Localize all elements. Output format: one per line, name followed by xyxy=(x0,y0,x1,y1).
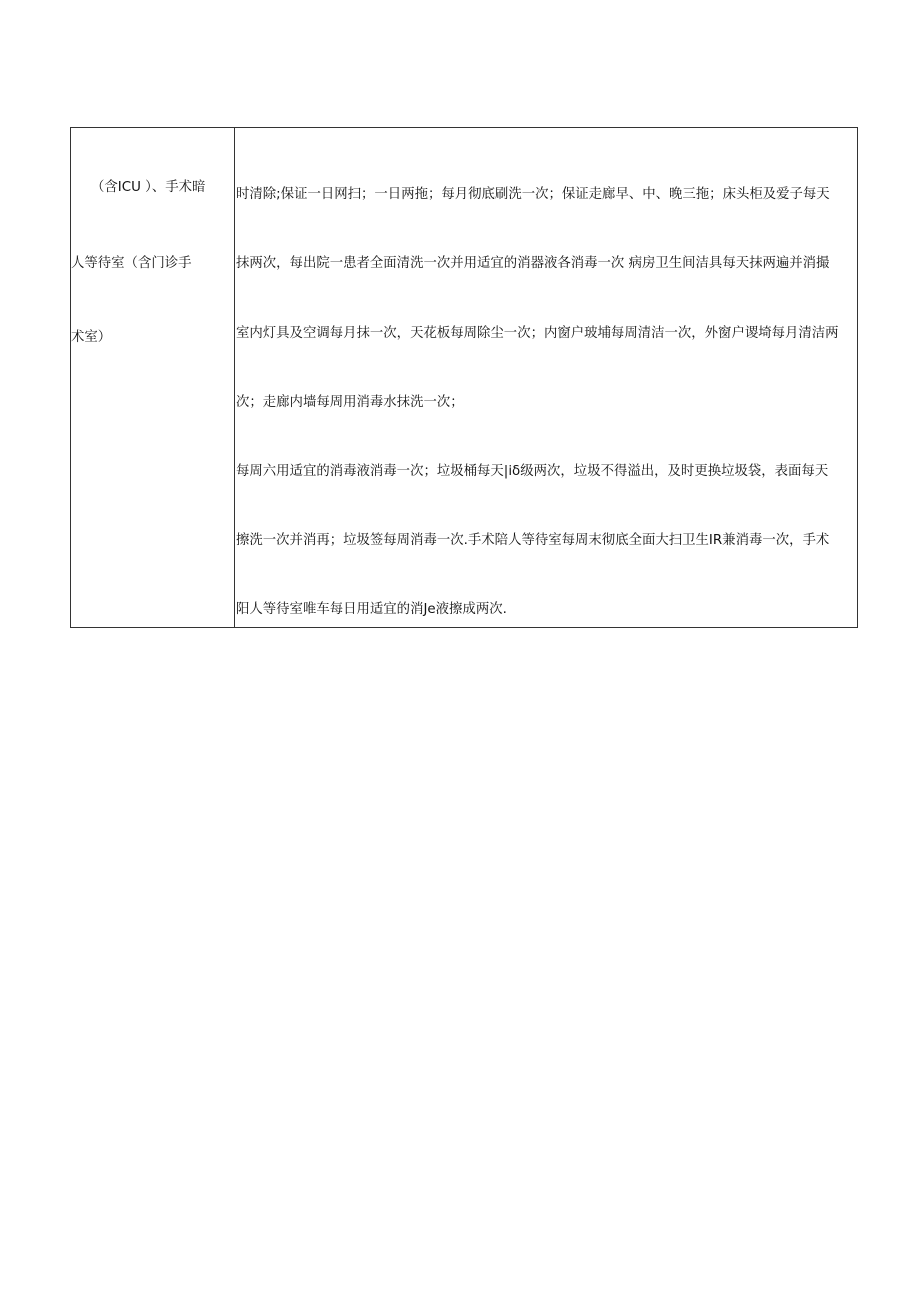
requirement-cell xyxy=(235,128,857,627)
location-line-1: （含ICU ）、手术暗 xyxy=(91,180,206,195)
location-line-2: 人等待室（含门诊手 xyxy=(71,256,192,271)
requirement-line-2: 抹两次，每出院一患者全面清洗一次并用适宜的消器液各消毒一次 病房卫生间洁具每天抹两遍并消撮 xyxy=(236,256,830,271)
location-line-3: 术室） xyxy=(71,330,112,345)
requirement-line-7: 阳人等待室唯车每日用适宜的消Je液擦成两次. xyxy=(236,602,507,617)
requirement-line-5: 每周六用适宜的消毒液消毒一次；垃圾桶每天|iδ级两次，垃圾不得溢出，及时更换垃圾袋，表面每天 xyxy=(236,464,829,479)
requirement-line-3: 室内灯具及空调每月抹一次，天花板每周除尘一次；内窗户玻埔每周清洁一次，外窗户谡埼每月清洁两 xyxy=(236,326,839,341)
requirement-line-6: 擦洗一次并消再；垃圾签每周消毒一次.手术陪人等待室每周末彻底全面大扫卫生IR兼消毒一次，手术 xyxy=(236,533,830,548)
requirement-line-1: 时清除;保证一日网扫；一日两拖；每月彻底刷洗一次；保证走廊早、中、晚三拖；床头柜及爱子每天 xyxy=(236,187,830,202)
location-cell xyxy=(71,128,235,627)
cleaning-requirements-table xyxy=(70,127,858,628)
requirement-line-4: 次；走廊内墙每周用消毒水抹洗一次； xyxy=(236,395,464,410)
